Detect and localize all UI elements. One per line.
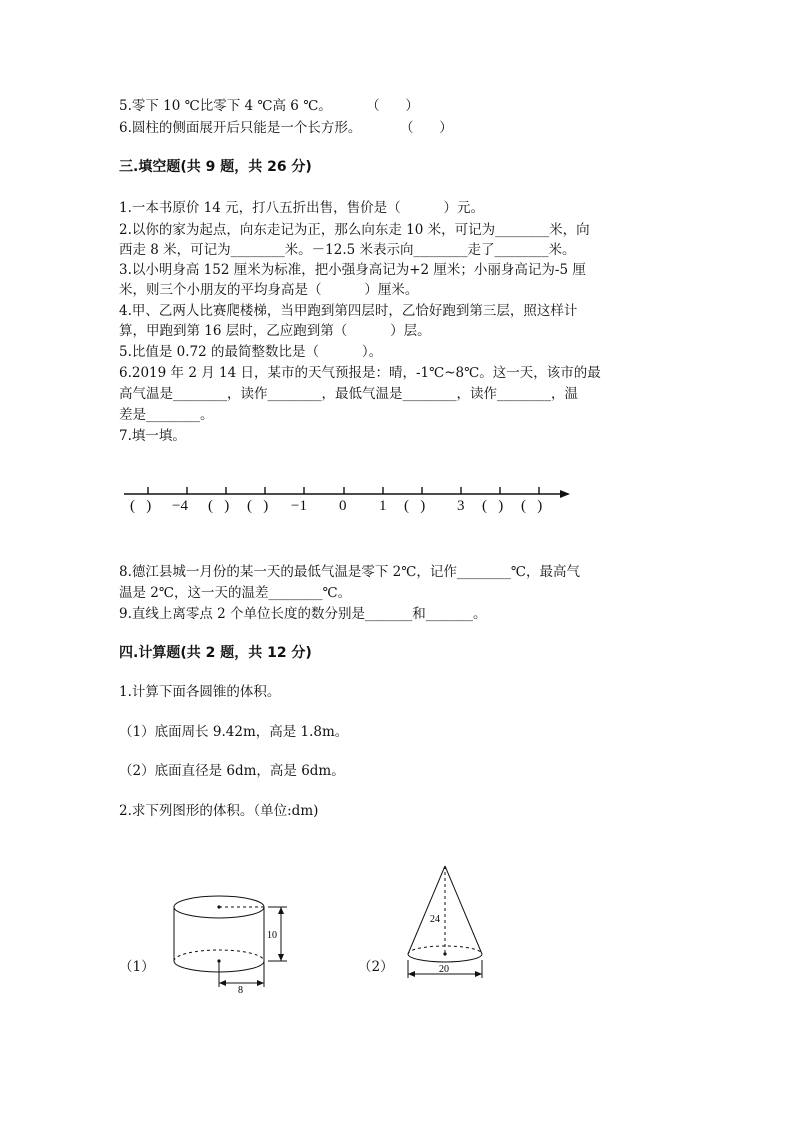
nl-label-one: 1 [379, 498, 387, 514]
calc-q1: 1.计算下面各圆锥的体积。 [119, 684, 281, 700]
fill-q4a: 4.甲、乙两人比赛爬楼梯，当甲跑到第四层时，乙恰好跑到第三层，照这样计 [119, 303, 578, 319]
number-line [0, 480, 794, 520]
section-heading-fill: 三.填空题(共 9 题，共 26 分) [119, 159, 312, 175]
nl-label-blank: ( ) [404, 498, 426, 514]
fill-q6a: 6.2019 年 2 月 14 日，某市的天气预报是：晴，-1℃~8℃。这一天，该市的最 [119, 365, 601, 381]
calc-q1b: （2）底面直径是 6dm，高是 6dm。 [119, 763, 345, 779]
figure-label-2: （2） [358, 959, 394, 975]
section-heading-calc: 四.计算题(共 2 题，共 12 分) [119, 645, 312, 661]
nl-label-blank: ( ) [521, 498, 543, 514]
fill-q8a: 8.德江县城一月份的某一天的最低气温是零下 2℃，记作________℃，最高气 [119, 564, 580, 580]
fill-q3b: 米，则三个小朋友的平均身高是（ ）厘米。 [119, 282, 419, 298]
nl-label-blank: ( ) [482, 498, 504, 514]
cylinder-radius-label: 8 [238, 985, 243, 995]
number-line-axis [0, 480, 794, 500]
figure-label-1: （1） [119, 959, 155, 975]
nl-label-blank: ( ) [208, 498, 230, 514]
fill-q5: 5.比值是 0.72 的最简整数比是（ ）。 [119, 344, 383, 360]
judge-q6: 6.圆柱的侧面展开后只能是一个长方形。 （ ） [119, 120, 453, 136]
fill-q9: 9.直线上离零点 2 个单位长度的数分别是_______和_______。 [119, 606, 487, 622]
nl-label-minus4: −4 [172, 498, 188, 514]
fill-q6c: 差是________。 [119, 407, 214, 423]
nl-label-three: 3 [457, 498, 465, 514]
judge-q5: 5.零下 10 ℃比零下 4 ℃高 6 ℃。 （ ） [119, 98, 419, 114]
nl-label-minus1: −1 [291, 498, 307, 514]
nl-label-zero: 0 [339, 498, 347, 514]
calc-q2: 2.求下列图形的体积。（单位:dm) [119, 803, 319, 819]
cylinder-height-label: 10 [267, 930, 277, 941]
fill-q4b: 算，甲跑到第 16 层时，乙应跑到第（ ）层。 [119, 323, 431, 339]
cylinder-figure [165, 885, 305, 995]
fill-q6b: 高气温是________，读作________，最低气温是________，读作________，温 [119, 386, 578, 402]
fill-q2b: 西走 8 米，可记为________米。－12.5 米表示向________走了________米。 [119, 242, 576, 258]
fill-q7: 7.填一填。 [119, 428, 186, 444]
fill-q3a: 3.以小明身高 152 厘米为标准，把小强身高记为+2 厘米；小丽身高记为-5 厘 [119, 262, 586, 278]
cone-height-label: 24 [430, 914, 440, 925]
calc-q1a: （1）底面周长 9.42m，高是 1.8m。 [119, 724, 349, 740]
fill-q2a: 2.以你的家为起点，向东走记为正，那么向东走 10 米，可记为________米，向 [119, 222, 590, 238]
cone-figure [403, 860, 503, 985]
fill-q1: 1.一本书原价 14 元，打八五折出售，售价是（ ）元。 [119, 200, 485, 216]
nl-label-blank: ( ) [247, 498, 269, 514]
cone-diameter-label: 20 [439, 964, 449, 975]
fill-q8b: 温是 2℃，这一天的温差________℃。 [119, 585, 352, 601]
nl-label-blank: ( ) [130, 498, 152, 514]
